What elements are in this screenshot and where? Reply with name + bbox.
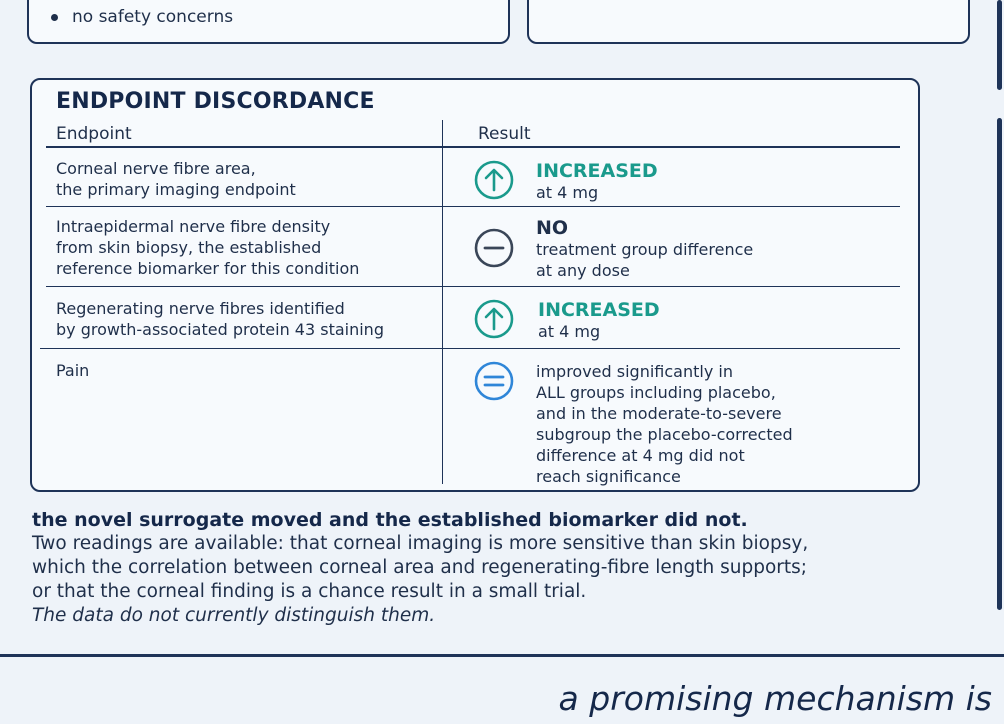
result-cell-corneal-area (536, 160, 658, 203)
arrow-up-circle-icon (473, 159, 515, 201)
result-line: subgroup the placebo-corrected (536, 425, 793, 444)
column-divider (442, 120, 443, 484)
bullet-item (51, 7, 233, 27)
endpoint-cell-corneal-area (56, 158, 416, 200)
column-header-endpoint: Endpoint (56, 124, 132, 144)
endpoint-discordance-panel (30, 78, 920, 492)
right-edge-card-border (997, 0, 1002, 90)
result-line: improved significantly in (536, 362, 733, 381)
endpoint-line: reference biomarker for this condition (56, 259, 360, 278)
endpoint-cell-regenerating-fibres (56, 298, 416, 340)
footer-divider (0, 654, 1004, 657)
summary-line: or that the corneal finding is a chance result in a small trial. (32, 581, 587, 602)
result-line: treatment group difference (536, 240, 754, 259)
result-line: and in the moderate-to-severe (536, 404, 782, 423)
arrow-up-circle-icon (473, 298, 515, 340)
right-edge-card-border-lower (997, 118, 1002, 610)
bullet-icon (51, 14, 58, 21)
column-header-result: Result (478, 124, 531, 144)
result-head: INCREASED (538, 299, 660, 321)
endpoint-cell-pain (56, 360, 416, 381)
endpoint-line: from skin biopsy, the established (56, 238, 322, 257)
result-cell-regenerating-fibres (538, 299, 660, 342)
result-cell-pain (536, 361, 793, 487)
top-right-card (527, 0, 970, 44)
result-head: INCREASED (536, 160, 658, 182)
endpoint-cell-skin-biopsy (56, 216, 416, 279)
result-line: reach significance (536, 467, 681, 486)
summary-paragraph (32, 508, 912, 628)
result-line: ALL groups including placebo, (536, 383, 776, 402)
summary-closing: The data do not currently distinguish them. (32, 605, 436, 626)
bullet-text: no safety concerns (72, 7, 234, 27)
summary-lead: the novel surrogate moved and the established biomarker did not. (32, 509, 748, 531)
result-cell-skin-biopsy (536, 217, 753, 281)
result-line: at any dose (536, 261, 630, 280)
endpoint-line: the primary imaging endpoint (56, 180, 296, 199)
summary-line: which the correlation between corneal area and regenerating-fibre length supports; (32, 557, 807, 578)
result-line: difference at 4 mg did not (536, 446, 745, 465)
endpoint-line: Intraepidermal nerve fibre density (56, 217, 331, 236)
endpoint-line: by growth-associated protein 43 staining (56, 320, 384, 339)
result-head: NO (536, 217, 569, 239)
row-divider (46, 286, 900, 287)
footer-caption: a promising mechanism is (558, 679, 992, 718)
endpoint-line: Regenerating nerve fibres identified (56, 299, 345, 318)
summary-line: Two readings are available: that corneal imaging is more sensitive than skin biopsy, (32, 533, 809, 554)
header-rule (46, 146, 900, 148)
row-divider (46, 206, 900, 207)
equals-circle-icon (473, 360, 515, 402)
endpoint-line: Corneal nerve fibre area, (56, 159, 256, 178)
result-line: at 4 mg (538, 322, 601, 341)
panel-title: ENDPOINT DISCORDANCE (56, 89, 375, 114)
row-divider (40, 348, 900, 349)
top-left-card (27, 0, 510, 44)
endpoint-line: Pain (56, 361, 90, 380)
minus-circle-icon (473, 227, 515, 269)
result-line: at 4 mg (536, 183, 599, 202)
